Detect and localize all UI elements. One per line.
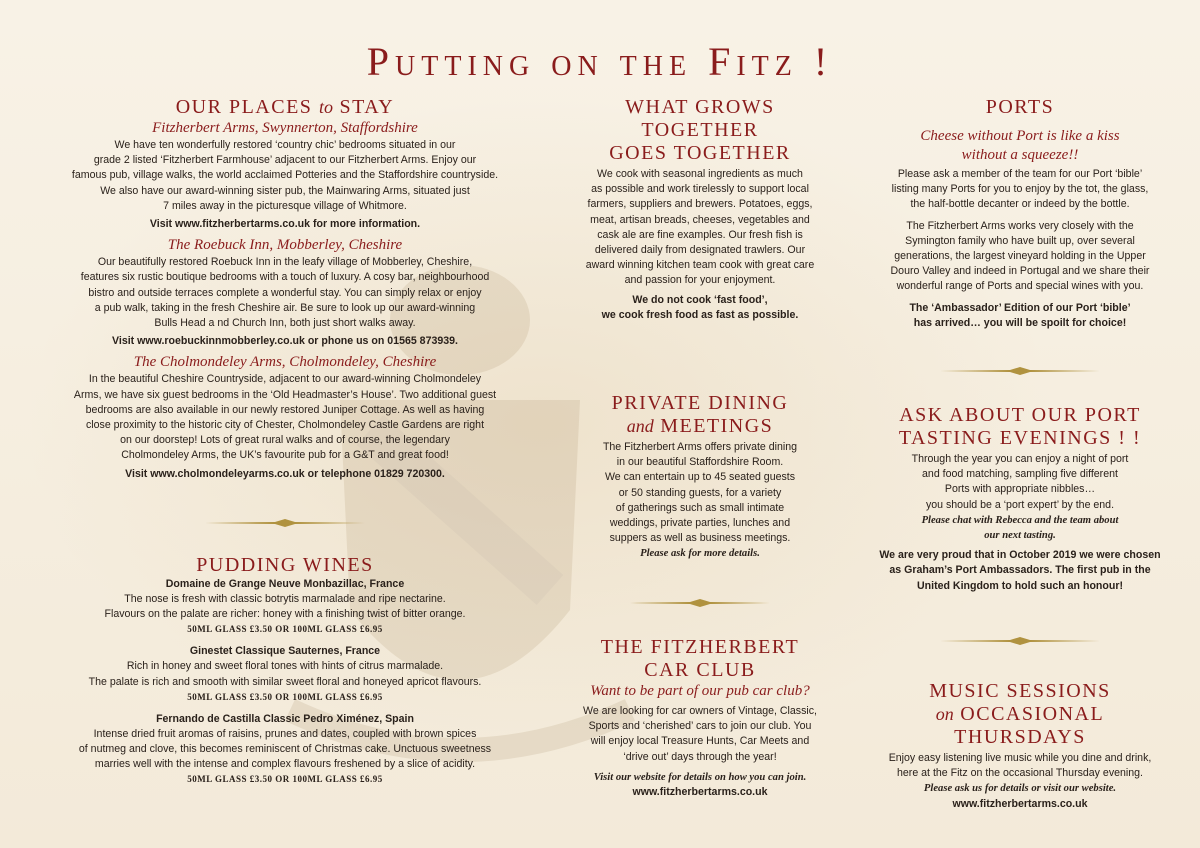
grows-line: cask ale are fine examples. Our fresh fish is: [597, 228, 803, 241]
grows-line: meat, artisan breads, cheeses, vegetables and: [590, 213, 810, 226]
tasting-line: Through the year you can enjoy a night of port: [911, 453, 1129, 465]
private-line: The Fitzherbert Arms offers private dining: [602, 441, 798, 453]
music-heading-line3: THURSDAYS: [954, 726, 1086, 748]
ports-bold-line: The ‘Ambassador’ Edition of our Port ‘bible’: [909, 301, 1131, 314]
cholmondeley-line: on our doorstep! Lots of great rural walks and of course, the legendary: [120, 434, 450, 447]
grows-heading-line: WHAT GROWS: [625, 96, 775, 118]
music-heading-line1: MUSIC SESSIONS: [929, 680, 1111, 702]
private-line: of gatherings such as small intimate: [615, 501, 785, 514]
tasting-italic-line: our next tasting.: [984, 530, 1056, 542]
carclub-line: We are looking for car owners of Vintage, Classic,: [583, 705, 817, 717]
page-title: Putting on the Fitz !: [366, 39, 834, 84]
music-heading-conn: on: [935, 704, 954, 724]
grows-line: delivered daily from designated trawlers. Our: [594, 244, 806, 257]
private-line: in our beautiful Staffordshire Room.: [616, 456, 784, 469]
carclub-line: Sports and ‘cherished’ cars to join our club. You: [588, 720, 812, 733]
divider-ornament: [940, 366, 1100, 376]
tasting-heading-line: TASTING EVENINGS ! !: [898, 427, 1142, 449]
music-heading-line2: [850, 703, 1190, 726]
wine-price: 50ML GLASS £3.50 OR 100ML GLASS £6.95: [187, 624, 383, 635]
wine-price: 50ML GLASS £3.50 OR 100ML GLASS £6.95: [187, 691, 383, 702]
roebuck-line: a pub walk, taking in the fresh Cheshire air. Be sure to look up our award-winning: [94, 301, 476, 314]
tasting-italic-line: Please chat with Rebecca and the team about: [921, 514, 1119, 526]
grows-line: as possible and work tirelessly to support local: [591, 183, 809, 196]
tasting-bold-line: We are very proud that in October 2019 we were chosen: [879, 549, 1161, 562]
private-heading-conn: and: [626, 416, 654, 436]
places-heading-post: STAY: [339, 96, 395, 118]
divider-ornament: [630, 598, 770, 608]
private-heading-line2: [560, 415, 840, 438]
places-heading: [20, 96, 550, 119]
grows-line: farmers, suppliers and brewers. Potatoes, eggs,: [587, 198, 813, 211]
music-line: Enjoy easy listening live music while you dine and drink,: [888, 752, 1152, 764]
section-music: [850, 680, 1190, 812]
music-url[interactable]: www.fitzherbertarms.co.uk: [952, 797, 1088, 810]
ports-line: wonderful range of Ports and special wines with you.: [896, 280, 1144, 293]
wine-note: of nutmeg and clove, this becomes reminiscent of Christmas cake. Unctuous sweetness: [78, 743, 492, 756]
fitzherbert-line: famous pub, village walks, the world acclaimed Potteries and the Staffordshire countryside.: [71, 169, 499, 182]
grows-heading-line: GOES TOGETHER: [609, 142, 791, 164]
carclub-line: ‘drive out’ days through the year!: [623, 750, 777, 763]
tasting-bold-line: as Graham’s Port Ambassadors. The first pub in the: [889, 564, 1151, 577]
wine-note: Rich in honey and sweet floral tones with hints of citrus marmalade.: [126, 660, 444, 673]
fitzherbert-line: 7 miles away in the picturesque village of Whitmore.: [163, 199, 407, 212]
grows-line: We cook with seasonal ingredients as much: [597, 168, 803, 180]
carclub-subtitle: Want to be part of our pub car club?: [590, 683, 810, 699]
cholmondeley-line: bedrooms are also available in our newly restored Juniper Cottage. As well as having: [85, 403, 485, 416]
grows-line: and passion for your enjoyment.: [624, 274, 776, 287]
places-heading-conn: to: [318, 97, 333, 117]
carclub-heading-line: THE FITZHERBERT: [600, 636, 800, 658]
private-line: suppers as well as business meetings.: [609, 532, 791, 545]
ports-line: Douro Valley and indeed in Portugal and we share their: [890, 265, 1150, 278]
carclub-visit: Visit our website for details on how you can join.: [593, 771, 807, 783]
roebuck-line: features six rustic boutique bedrooms with a touch of luxury. A cosy bar, neighbourhood: [80, 271, 490, 284]
roebuck-line: Bulls Head a nd Church Inn, both just short walks away.: [154, 317, 416, 330]
section-port-tasting: [850, 404, 1190, 594]
section-places-to-stay: [20, 96, 550, 482]
section-pudding-wines: [20, 554, 550, 786]
fitzherbert-line: We also have our award-winning sister pub, the Mainwaring Arms, situated just: [100, 184, 470, 197]
private-line: We can entertain up to 45 seated guests: [604, 471, 796, 484]
cholmondeley-line: Cholmondeley Arms, the UK’s favourite pub for a G&T and great food!: [121, 449, 449, 462]
section-what-grows: [560, 96, 840, 323]
ports-heading: PORTS: [985, 96, 1055, 118]
tasting-heading-line: ASK ABOUT OUR PORT: [899, 404, 1141, 426]
ports-subtitle-line: without a squeeze!!: [961, 147, 1079, 163]
roebuck-visit: Visit www.roebuckinnmobberley.co.uk or phone us on 01565 873939.: [112, 335, 458, 348]
grows-line: award winning kitchen team cook with great care: [585, 259, 815, 272]
carclub-heading-line: CAR CLUB: [644, 659, 756, 681]
ports-line: listing many Ports for you to enjoy by the tot, the glass,: [891, 183, 1149, 196]
section-private-dining: [560, 392, 840, 562]
private-line: or 50 standing guests, for a variety: [618, 486, 782, 499]
wine-note: Intense dried fruit aromas of raisins, prunes and dates, coupled with brown spices: [93, 727, 477, 740]
cholmondeley-line: In the beautiful Cheshire Countryside, adjacent to our award-winning Cholmondeley: [88, 373, 482, 386]
tasting-line: you should be a ‘port expert’ by the end.: [925, 498, 1115, 511]
ports-line: Please ask a member of the team for our Port ‘bible’: [897, 168, 1143, 180]
cholmondeley-subtitle: The Cholmondeley Arms, Cholmondeley, Cheshire: [133, 354, 437, 371]
roebuck-line: bistro and outside terraces complete a wonderful stay. You can simply relax or enjoy: [88, 286, 482, 299]
cholmondeley-line: Arms, we have six guest bedrooms in the ‘Old Headmaster’s House’. Two additional guest: [73, 388, 497, 401]
wine-note: Flavours on the palate are richer: honey with a finishing twist of bitter orange.: [104, 608, 466, 621]
ports-bold-line: has arrived… you will be spoilt for choice!: [913, 316, 1127, 329]
grows-heading-line: TOGETHER: [641, 119, 759, 141]
places-heading-pre: OUR PLACES: [175, 96, 313, 118]
carclub-line: will enjoy local Treasure Hunts, Car Meets and: [590, 735, 810, 748]
private-ask: Please ask for more details.: [640, 548, 760, 560]
ports-line: the half-bottle decanter or indeed by the bottle.: [910, 198, 1130, 211]
fitzherbert-visit: Visit www.fitzherbertarms.co.uk for more information.: [149, 218, 421, 231]
wine-name: Domaine de Grange Neuve Monbazillac, France: [165, 578, 405, 590]
ports-line: generations, the largest vineyard holding in the Upper: [894, 250, 1146, 263]
music-heading-occasional: OCCASIONAL: [960, 703, 1105, 725]
ports-line: Symington family who have built up, over several: [905, 234, 1135, 247]
music-ask: Please ask us for details or visit our website.: [923, 783, 1117, 795]
cholmondeley-visit: Visit www.cholmondeleyarms.co.uk or telephone 01829 720300.: [125, 467, 445, 480]
roebuck-subtitle: The Roebuck Inn, Mobberley, Cheshire: [167, 237, 403, 254]
divider-ornament: [940, 636, 1100, 646]
carclub-url[interactable]: www.fitzherbertarms.co.uk: [632, 786, 768, 799]
wine-note: marries well with the intense and complex flavours freshened by a slice of acidity.: [94, 758, 476, 771]
cholmondeley-line: close proximity to the historic city of Chester, Cholmondeley Castle Gardens are right: [85, 419, 485, 432]
wine-note: The palate is rich and smooth with similar sweet floral and honeyed apricot flavours.: [88, 675, 482, 688]
tasting-bold-line: United Kingdom to hold such an honour!: [917, 579, 1123, 592]
divider-ornament: [205, 518, 365, 528]
fitzherbert-line: grade 2 listed ‘Fitzherbert Farmhouse’ adjacent to our Fitzherbert Arms. Enjoy our: [93, 154, 477, 167]
grows-bold-line: We do not cook ‘fast food’,: [632, 293, 768, 306]
section-car-club: [560, 636, 840, 800]
fitzherbert-subtitle: Fitzherbert Arms, Swynnerton, Staffordshire: [152, 120, 418, 136]
music-line: here at the Fitz on the occasional Thursday evening.: [897, 767, 1143, 780]
private-heading-line1: PRIVATE DINING: [611, 392, 789, 414]
private-line: weddings, private parties, lunches and: [609, 517, 791, 530]
fitzherbert-line: We have ten wonderfully restored ‘country chic’ bedrooms situated in our: [114, 139, 456, 151]
private-heading-meetings: MEETINGS: [660, 415, 774, 437]
grows-bold-line: we cook fresh food as fast as possible.: [601, 308, 799, 321]
ports-subtitle-line: Cheese without Port is like a kiss: [920, 128, 1120, 144]
wine-name: Fernando de Castilla Classic Pedro Ximénez, Spain: [156, 712, 414, 725]
ports-line: The Fitzherbert Arms works very closely with the: [906, 219, 1134, 232]
wine-note: The nose is fresh with classic botrytis marmalade and ripe nectarine.: [124, 593, 446, 605]
wine-name: Ginestet Classique Sauternes, France: [189, 645, 381, 658]
roebuck-line: Our beautifully restored Roebuck Inn in the leafy village of Mobberley, Cheshire,: [97, 256, 473, 269]
section-ports: [850, 96, 1190, 331]
pudding-heading: PUDDING WINES: [196, 554, 374, 576]
tasting-line: Ports with appropriate nibbles…: [944, 483, 1096, 496]
tasting-line: and food matching, sampling five different: [922, 468, 1118, 481]
wine-price: 50ML GLASS £3.50 OR 100ML GLASS £6.95: [187, 774, 383, 785]
